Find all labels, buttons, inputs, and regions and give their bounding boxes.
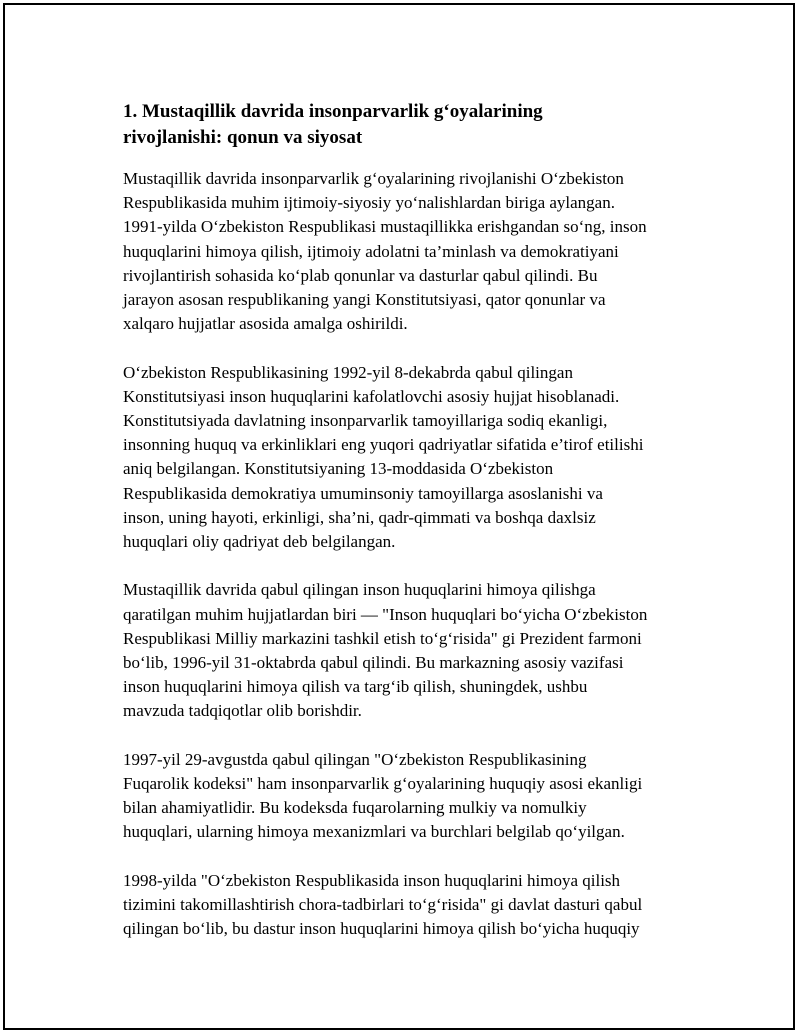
text-line: Respublikasida muhim ijtimoiy-siyosiy yo‘nalishlardan biriga aylangan. bbox=[123, 193, 615, 213]
paragraph-2 bbox=[123, 361, 703, 555]
text-line: bilan ahamiyatlidir. Bu kodeksda fuqarolarning mulkiy va nomulkiy bbox=[123, 798, 587, 818]
text-line: O‘zbekiston Respublikasining 1992-yil 8-dekabrda qabul qilingan bbox=[123, 362, 573, 382]
text-line: 1991-yilda O‘zbekiston Respublikasi mustaqillikka erishgandan so‘ng, inson bbox=[123, 217, 647, 237]
section-heading bbox=[123, 99, 703, 151]
text-line: inson, uning hayoti, erkinligi, sha’ni, qadr-qimmati va boshqa daxlsiz bbox=[123, 507, 596, 527]
text-line: Konstitutsiyasi inson huquqlarini kafolatlovchi asosiy hujjat hisoblanadi. bbox=[123, 386, 620, 406]
paragraph-3 bbox=[123, 578, 703, 723]
text-line: Konstitutsiyada davlatning insonparvarlik tamoyillariga sodiq ekanligi, bbox=[123, 411, 608, 431]
text-line: huquqlarini himoya qilish, ijtimoiy adolatni ta’minlash va demokratiyani bbox=[123, 241, 619, 261]
text-line: Respublikasida demokratiya umuminsoniy tamoyillarga asoslanishi va bbox=[123, 483, 603, 503]
paragraph-4 bbox=[123, 748, 703, 845]
heading-line: 1. Mustaqillik davrida insonparvarlik g‘oyalarining bbox=[123, 101, 543, 122]
document-content bbox=[123, 99, 703, 941]
text-line: aniq belgilangan. Konstitutsiyaning 13-moddasida O‘zbekiston bbox=[123, 459, 554, 479]
text-line: Respublikasi Milliy markazini tashkil etish to‘g‘risida" gi Prezident farmoni bbox=[123, 628, 642, 648]
page-frame bbox=[3, 3, 795, 1030]
text-line: huquqlari, ularning himoya mexanizmlari va burchlari belgilab qo‘yilgan. bbox=[123, 822, 625, 842]
text-line: mavzuda tadqiqotlar olib borishdir. bbox=[123, 701, 362, 721]
text-line: tizimini takomillashtirish chora-tadbirlari to‘g‘risida" gi davlat dasturi qabul bbox=[123, 895, 643, 915]
paragraph-1 bbox=[123, 167, 703, 336]
text-line: huquqlari oliy qadriyat deb belgilangan. bbox=[123, 532, 396, 552]
text-line: xalqaro hujjatlar asosida amalga oshirildi. bbox=[123, 314, 408, 334]
text-line: inson huquqlarini himoya qilish va targ‘ib qilish, shuningdek, ushbu bbox=[123, 677, 588, 697]
text-line: bo‘lib, 1996-yil 31-oktabrda qabul qilindi. Bu markazning asosiy vazifasi bbox=[123, 653, 624, 673]
text-line: rivojlantirish sohasida ko‘plab qonunlar va dasturlar qabul qilindi. Bu bbox=[123, 265, 598, 285]
text-line: qaratilgan muhim hujjatlardan biri — "Inson huquqlari bo‘yicha O‘zbekiston bbox=[123, 604, 648, 624]
text-line: Mustaqillik davrida insonparvarlik g‘oyalarining rivojlanishi O‘zbekiston bbox=[123, 169, 624, 188]
heading-line: rivojlanishi: qonun va siyosat bbox=[123, 127, 363, 148]
text-line: qilingan bo‘lib, bu dastur inson huquqlarini himoya qilish bo‘yicha huquqiy bbox=[123, 919, 640, 939]
text-line: 1998-yilda "O‘zbekiston Respublikasida inson huquqlarini himoya qilish bbox=[123, 870, 621, 890]
text-line: Fuqarolik kodeksi" ham insonparvarlik g‘oyalarining huquqiy asosi ekanligi bbox=[123, 774, 643, 794]
text-line: insonning huquq va erkinliklari eng yuqori qadriyatlar sifatida e’tirof etilishi bbox=[123, 435, 644, 455]
paragraph-5 bbox=[123, 869, 703, 942]
text-line: 1997-yil 29-avgustda qabul qilingan "O‘zbekiston Respublikasining bbox=[123, 749, 587, 769]
text-line: Mustaqillik davrida qabul qilingan inson huquqlarini himoya qilishga bbox=[123, 580, 596, 600]
text-line: jarayon asosan respublikaning yangi Konstitutsiyasi, qator qonunlar va bbox=[123, 290, 606, 310]
